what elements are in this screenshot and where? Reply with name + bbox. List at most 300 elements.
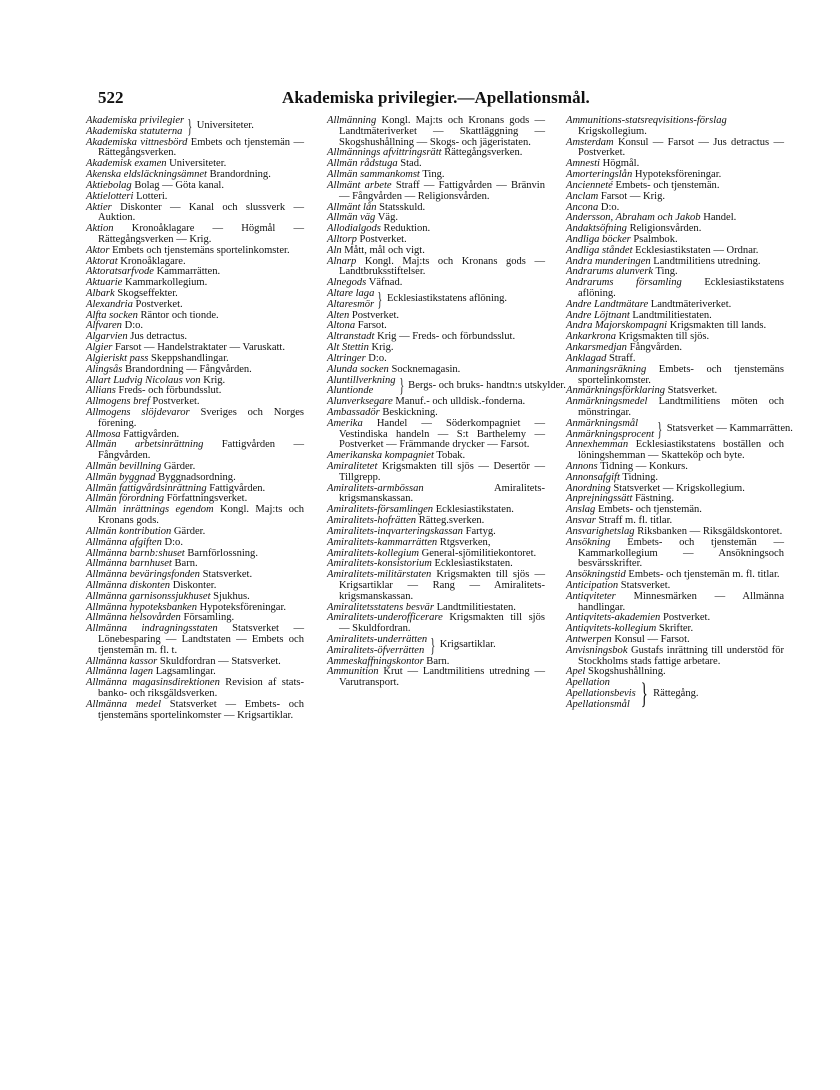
index-reference: Skeppshandlingar. <box>148 352 229 364</box>
index-reference: Universiteter. <box>166 158 227 170</box>
index-entry <box>86 203 304 225</box>
index-reference: Freds- och förbundsslut. <box>115 385 222 397</box>
index-reference: Barn. <box>171 558 198 570</box>
index-keyword: Annexhemman <box>566 439 629 451</box>
grouped-keywords <box>327 635 427 657</box>
index-reference: Revision af stats- banko- och riksgäldsverken. <box>98 677 304 700</box>
index-reference: Ting. <box>653 266 678 278</box>
index-keyword: Amnesti <box>566 158 600 170</box>
index-reference: Kronoåklagare — Högmål — Rättegångsverken — Krig. <box>98 223 304 245</box>
index-keyword: Allmosa <box>86 428 121 440</box>
index-reference: Ecklesiastikstatens aflöning. <box>386 293 508 305</box>
index-keyword: Altare laga <box>327 288 375 299</box>
index-keyword: Alfvaren <box>86 320 122 332</box>
index-reference: Skogshushållning. <box>585 666 666 678</box>
index-reference: Kammarrätten. <box>153 266 221 278</box>
index-entry <box>566 592 784 614</box>
index-keyword: Amiralitets-konsistorium <box>327 558 432 570</box>
index-keyword: Ankarsmedjan <box>566 342 627 354</box>
index-reference: Krig. <box>200 374 226 386</box>
index-keyword: Ankarkrona <box>566 331 616 343</box>
index-reference: Postverket. <box>349 309 400 321</box>
index-keyword: Ancona <box>566 201 599 213</box>
grouped-keywords <box>566 419 654 441</box>
index-keyword: Allmän kontribution <box>86 525 172 537</box>
index-keyword: Altaresmör <box>327 298 375 310</box>
index-reference: Rättegång. <box>653 688 699 700</box>
index-reference: Diskonter. <box>170 579 217 591</box>
index-keyword: Ansvar <box>566 515 596 527</box>
index-reference: Tobak. <box>433 450 466 462</box>
index-keyword: Allmogens slöjdevaror <box>86 406 190 418</box>
index-reference: Gärder. <box>161 461 196 472</box>
index-keyword: Allmänna barnhuset <box>86 558 172 570</box>
index-keyword: Aluntionde <box>327 385 374 397</box>
index-keyword: Allmänna afgiften <box>86 536 162 548</box>
index-reference: Krigsmakten till sjös — Desertör — Tillgrepp. <box>339 461 545 483</box>
index-keyword: Aktoratsarfvode <box>86 266 154 278</box>
index-reference: Fattigvården — Fångvården. <box>98 439 304 462</box>
index-keyword: Andliga böcker <box>566 233 631 245</box>
index-reference: Socknemagasin. <box>388 363 461 375</box>
index-keyword: Annons <box>566 461 598 472</box>
index-reference: Fångvården. <box>626 342 682 354</box>
index-reference: Rtgsverken, <box>437 536 491 548</box>
index-reference: D:o. <box>161 536 183 548</box>
index-reference: D:o. <box>121 320 144 332</box>
index-reference: Gärder. <box>171 525 206 537</box>
index-reference: Kongl. Maj:ts och Kronans gods. <box>98 504 304 527</box>
index-keyword: Allmänna hypoteksbanken <box>86 601 198 613</box>
index-reference: Landtmilitiens möten och mönstringar. <box>578 396 784 418</box>
index-reference: Postverket. <box>356 233 407 245</box>
index-keyword: Aluntillverkning <box>327 374 396 386</box>
index-keyword: Alten <box>327 309 350 321</box>
index-keyword: Altona <box>327 320 356 332</box>
index-reference: Handel — Söderkompagniet — Vestindiska handeln — S:t Barthelemy — Postverket — Främmande drycker — Farsot. <box>339 417 545 451</box>
index-keyword: Aktion <box>86 223 114 235</box>
page-header <box>92 88 782 112</box>
index-keyword: Anklagad <box>566 352 607 364</box>
index-reference: Riksbanken — Riksgäldskontoret. <box>634 525 783 537</box>
index-keyword: Antiqviteter <box>566 590 616 602</box>
index-column-3 <box>566 115 793 711</box>
index-keyword: Amiralitets-församlingen <box>327 504 434 516</box>
index-reference: Skogseffekter. <box>114 288 178 299</box>
index-keyword: Amiralitets-armbössan <box>327 482 424 494</box>
index-reference: Stad. <box>397 158 422 170</box>
index-entry-group <box>566 417 793 441</box>
index-reference: Straff m. fl. titlar. <box>595 515 673 527</box>
index-entry <box>327 116 545 148</box>
index-keyword: Amiralitets-kammarrätten <box>327 536 438 548</box>
index-reference: Väfnad. <box>366 277 403 289</box>
index-keyword: Anmärkningsförklaring <box>566 385 666 397</box>
index-reference: Hypoteksföreningar. <box>197 601 287 613</box>
index-reference: Reduktion. <box>380 223 431 235</box>
index-keyword: Ansökningstid <box>566 569 626 581</box>
index-entry-group <box>327 635 545 657</box>
index-keyword: Ansökning <box>566 536 611 548</box>
index-keyword: Antwerpen <box>566 634 612 645</box>
index-keyword: Amiralitets-inqvarteringskassan <box>327 525 463 537</box>
index-reference: Kammarkollegium. <box>122 277 208 289</box>
grouped-keywords <box>327 376 396 398</box>
index-entry <box>566 278 784 300</box>
index-entry <box>566 538 784 570</box>
index-reference: Byggnadsordning. <box>155 471 236 483</box>
index-keyword: Anprejningssätt <box>566 493 633 505</box>
index-keyword: Anordning <box>566 482 611 494</box>
index-entry <box>566 365 784 387</box>
index-reference: Krigsartiklar. <box>439 639 496 651</box>
index-keyword: Allmän byggnad <box>86 471 156 483</box>
index-reference: Konsul — Farsot — Jus detractus — Postverket. <box>578 136 784 159</box>
index-keyword: Ansvarighetslag <box>566 525 635 537</box>
index-keyword: Allmänna garnisonssjukhuset <box>86 590 211 602</box>
index-entry <box>327 570 545 602</box>
index-reference: Kongl. Maj:ts och Kronans gods — Landtmäteriverket — Skattläggning — Skogshushållning — Skogs- och jägeristaten. <box>339 115 545 148</box>
brace-glyph: } <box>377 288 383 311</box>
index-reference: Skrifter. <box>656 623 694 635</box>
index-keyword: Allmän rådstuga <box>327 158 398 170</box>
index-keyword: Amsterdam <box>566 136 614 148</box>
index-reference: Statsverket. <box>665 385 718 397</box>
index-keyword: Allmänna kassor <box>86 655 158 667</box>
index-keyword: Allmänt lån <box>327 201 377 213</box>
index-entry <box>566 440 784 462</box>
index-reference: Brandordning. <box>206 169 271 181</box>
index-keyword: Ammunitions-statsreqvisitions-förslag <box>566 115 727 126</box>
index-keyword: Antiqvitets-kollegium <box>566 623 657 635</box>
index-keyword: Amorteringslån <box>566 169 633 181</box>
index-reference: Embets- och tjenstemän. <box>612 179 720 191</box>
index-keyword: Anmaningsräkning <box>566 363 647 375</box>
index-reference: Farsot — Krig. <box>598 190 666 202</box>
index-keyword: Allmänna helsovården <box>86 612 181 624</box>
index-reference: Fattigvården. <box>120 428 180 440</box>
index-keyword: Apel <box>566 666 586 678</box>
index-entry <box>86 408 304 430</box>
index-reference: Postverket. <box>660 612 711 624</box>
index-keyword: Amiralitets-militärstaten <box>327 569 432 581</box>
index-keyword: Andrarums församling <box>566 277 682 289</box>
index-reference: Statsskuld. <box>376 201 426 213</box>
index-keyword: Akademiska vittnesbörd <box>86 136 188 148</box>
index-reference: Krigsmakten till sjös. <box>616 331 710 343</box>
index-keyword: Ancienneté <box>566 179 613 191</box>
index-keyword: Allmän förordning <box>86 493 165 505</box>
index-keyword: Amiralitetet <box>327 461 378 472</box>
index-reference: Krigsmakten till sjös — Krigsartiklar — Rang — Amiralitets-krigsmanskassan. <box>339 569 545 602</box>
index-keyword: Andra Majorskompagni <box>566 320 668 332</box>
index-keyword: Allmänna barnb:shuset <box>86 547 185 559</box>
index-keyword: Altringer <box>327 352 366 364</box>
index-keyword: Alunda socken <box>327 363 389 375</box>
index-reference: Rätteg.sverken. <box>416 515 485 527</box>
index-keyword: Apellationsbevis <box>566 688 636 700</box>
index-keyword: Anticipation <box>566 579 619 591</box>
index-keyword: Andre Löjtnant <box>566 309 630 321</box>
index-reference: Krut — Landtmilitiens utredning — Varutransport. <box>339 666 545 689</box>
index-reference: Ecklesiastikstaten — Ordnar. <box>632 244 759 256</box>
index-keyword: Allmän arbetsinrättning <box>86 439 204 451</box>
index-keyword: Aktielotteri <box>86 190 134 202</box>
index-keyword: Amiralitetsstatens besvär <box>327 601 434 613</box>
index-reference: Barnförlossning. <box>184 547 258 559</box>
index-entry <box>566 646 784 668</box>
brace-glyph: } <box>398 375 404 398</box>
index-reference: Statsverket — Lönebesparing — Landtstaten — Embets och tjenstemän m. fl. t. <box>98 623 304 656</box>
index-entry <box>327 613 545 635</box>
index-keyword: Amerika <box>327 417 363 429</box>
index-keyword: Anmärkningsmedel <box>566 396 648 408</box>
index-keyword: Annonsafgift <box>566 471 620 483</box>
index-keyword: Allmän inrättnings egendom <box>86 504 214 516</box>
index-entry-group <box>327 374 566 398</box>
index-entry <box>86 224 304 246</box>
index-entry <box>327 181 545 203</box>
index-reference: Lagsamlingar. <box>153 666 216 678</box>
index-keyword: Amerikanska kompagniet <box>327 450 434 462</box>
index-reference: Bolag — Göta kanal. <box>131 179 224 191</box>
index-keyword: Amiralitets-underrätten <box>327 634 428 645</box>
index-reference: Embets och tjenstemäns sportelinkomster. <box>109 244 290 256</box>
index-reference: Sveriges och Norges förening. <box>98 406 305 429</box>
index-reference: Krig — Freds- och förbundsslut. <box>374 331 516 343</box>
index-keyword: Apellation <box>566 677 610 689</box>
index-reference: Gustafs inrättning till understöd för Stockholms stads fattige arbetare. <box>578 644 784 667</box>
index-keyword: Allmogens bref <box>86 396 150 408</box>
index-reference: Brandordning — Fångvården. <box>122 363 252 375</box>
index-keyword: Anslag <box>566 504 596 516</box>
index-entry <box>86 440 304 462</box>
index-reference: Högmål. <box>599 158 640 170</box>
index-keyword: Allmänna medel <box>86 698 161 710</box>
index-entry <box>566 116 784 138</box>
index-keyword: Allians <box>86 385 116 397</box>
index-reference: Konsul — Farsot. <box>611 634 690 645</box>
index-reference: Fartyg. <box>462 525 496 537</box>
index-keyword: Algarvien <box>86 331 128 343</box>
index-keyword: Anmärkningsmål <box>566 417 639 429</box>
index-keyword: Allmän bevillning <box>86 461 162 472</box>
index-keyword: Allmänning <box>327 115 377 126</box>
index-entry <box>86 138 304 160</box>
index-reference: Amiralitets-krigsmanskassan. <box>339 482 545 505</box>
index-keyword: Apellationsmål <box>566 698 630 710</box>
brace-glyph: } <box>430 634 436 657</box>
index-keyword: Allmän väg <box>327 212 376 224</box>
index-reference: Tidning — Konkurs. <box>597 461 688 472</box>
index-reference: Statsverket — Embets- och tjenstemäns sportelinkomster — Krigsartiklar. <box>98 698 304 721</box>
index-keyword: Allmänna indragningsstaten <box>86 623 218 635</box>
index-entry <box>327 365 545 376</box>
index-keyword: Anmärkningsprocent <box>566 428 655 440</box>
index-keyword: Alltorp <box>327 233 357 245</box>
index-keyword: Anvisningsbok <box>566 644 628 656</box>
index-reference: Hypoteksföreningar. <box>632 169 722 181</box>
page-title: Akademiska privilegier.—Apellationsmål. <box>282 88 590 107</box>
index-reference: Embets- och tjenstemän m. fl. titlar. <box>625 569 780 581</box>
index-keyword: Amiralitets-kollegium <box>327 547 419 559</box>
index-reference: Ecklesiastikstaten. <box>433 504 514 516</box>
index-reference: Barn. <box>423 655 450 667</box>
index-reference: Författningsverket. <box>164 493 248 505</box>
index-reference: Landtmilitiens utredning. <box>650 255 761 267</box>
index-keyword: Albark <box>86 288 115 299</box>
index-reference: Ecklesiastikstatens aflöning. <box>578 277 784 299</box>
index-reference: Statsverket. <box>618 579 671 591</box>
grouped-keywords <box>566 678 636 710</box>
index-reference: Tidning. <box>619 471 659 483</box>
index-entry <box>327 667 545 689</box>
index-reference: Handel. <box>700 212 737 224</box>
index-keyword: Allmänna lagen <box>86 666 154 678</box>
index-reference: Ecklesiastikstatens boställen och löningshemman — Skatteköp och byte. <box>578 439 784 462</box>
index-reference: Fästning. <box>632 493 675 505</box>
index-reference: Sjukhus. <box>210 590 250 602</box>
index-keyword: Akenska eldsläckningsämnet <box>86 169 207 181</box>
index-entry-group <box>327 289 545 311</box>
index-keyword: Alingsås <box>86 363 123 375</box>
brace-glyph: } <box>640 677 648 711</box>
index-reference: Kongl. Maj:ts och Kronans gods — Landtbruksstiftelser. <box>339 255 545 278</box>
index-keyword: Aktorat <box>86 255 118 267</box>
index-reference: Skuldfordran — Statsverket. <box>157 655 281 667</box>
index-keyword: Algier <box>86 342 113 354</box>
index-reference: Farsot. <box>355 320 387 332</box>
index-reference: Bergs- och bruks- handtn:s utskylder. <box>408 379 566 391</box>
index-reference: Minnesmärken — Allmänna handlingar. <box>578 590 784 613</box>
index-reference: Ecklesiastikstaten. <box>431 558 513 570</box>
index-keyword: Akademisk examen <box>86 158 167 170</box>
index-keyword: Aktier <box>86 201 112 213</box>
index-reference: D:o. <box>365 352 387 364</box>
index-reference: Statsverket — Kammarrätten. <box>666 423 793 435</box>
index-reference: Krigsmakten till sjös — Skuldfordran. <box>339 612 545 635</box>
index-reference: Jus detractus. <box>127 331 188 343</box>
index-reference: Postverket. <box>132 298 183 310</box>
index-reference: Krigsmakten till lands. <box>667 320 767 332</box>
index-keyword: Alfta socken <box>86 309 138 321</box>
index-reference: General-sjömilitiekontoret. <box>418 547 537 559</box>
index-reference: Krigskollegium. <box>578 125 647 137</box>
index-keyword: Alt Stettin <box>327 342 369 354</box>
index-keyword: Alexandria <box>86 298 133 310</box>
index-entry <box>327 484 545 506</box>
index-reference: Statsverket. <box>199 569 253 581</box>
index-keyword: Aktor <box>86 244 110 256</box>
index-keyword: Amiralitets-hofrätten <box>327 515 417 527</box>
index-reference: Religionsvården. <box>626 223 702 235</box>
index-reference: D:o. <box>598 201 620 213</box>
index-reference: Psalmbok. <box>630 233 678 245</box>
index-entry <box>86 624 304 656</box>
index-entry <box>86 700 304 722</box>
index-reference: Landtmilitiestaten. <box>433 601 516 613</box>
index-reference: Ting. <box>419 169 445 181</box>
index-column-1 <box>86 116 304 722</box>
index-keyword: Andra munderingen <box>566 255 651 267</box>
index-keyword: Allmänna beväringsfonden <box>86 569 200 581</box>
page-number: 522 <box>98 88 124 107</box>
index-keyword: Akademiska statuterna <box>86 125 183 137</box>
index-reference: Straff. <box>606 352 636 364</box>
index-keyword: Andaktsöfning <box>566 223 627 235</box>
index-keyword: Amiralitets-underofficerare <box>327 612 443 624</box>
index-keyword: Allmän sammankomst <box>327 169 420 181</box>
grouped-keywords <box>86 116 184 138</box>
index-reference: Embets- och tjenstemän — Kammarkollegium — Ansökningsoch besvärsskrifter. <box>578 536 784 570</box>
index-reference: Postverket. <box>149 396 200 408</box>
index-entry <box>86 678 304 700</box>
index-keyword: Allmänt arbete <box>327 179 392 191</box>
brace-glyph: } <box>657 418 663 441</box>
index-keyword: Andrarums alunverk <box>566 266 654 278</box>
index-entry <box>327 419 545 451</box>
index-reference: Fattigvården. <box>206 482 266 494</box>
index-reference: Beskickning. <box>379 406 438 418</box>
index-keyword: Allmännings afvittringsrätt <box>327 147 442 159</box>
index-reference: Manuf.- och ulldisk.-fonderna. <box>392 396 526 408</box>
index-reference: Kronoåklagare. <box>117 255 186 267</box>
index-reference: Landtmäteriverket. <box>648 298 732 310</box>
index-reference: Embets- och tjenstemän. <box>595 504 702 516</box>
index-keyword: Allmän fattigvårdsinrättning <box>86 482 207 494</box>
index-keyword: Andliga ståndet <box>566 244 633 256</box>
index-entry <box>327 257 545 279</box>
index-keyword: Aktiebolag <box>86 179 132 191</box>
index-reference: Farsot — Handelstraktater — Varuskatt. <box>112 342 285 354</box>
grouped-keywords <box>327 289 374 311</box>
index-keyword: Antiqvitets-akademien <box>566 612 661 624</box>
index-keyword: Amiralitets-öfverrätten <box>327 644 425 656</box>
index-keyword: Alnarp <box>327 255 357 267</box>
index-keyword: Allart Ludvig Nicolaus von <box>86 374 201 386</box>
index-keyword: Ammunition <box>327 666 379 678</box>
index-column-2 <box>327 115 566 689</box>
index-entry <box>566 138 784 160</box>
index-entry-group <box>566 678 784 710</box>
index-entry <box>566 397 784 419</box>
index-reference: Embets och tjenstemän — Rättegångsverken. <box>98 136 304 159</box>
index-reference: Diskonter — Kanal och slussverk — Auktion. <box>98 201 304 224</box>
index-entry-group <box>86 116 304 138</box>
index-keyword: Altranstadt <box>327 331 375 343</box>
index-reference: Rättegångsverken. <box>441 147 523 159</box>
index-reference: Församling. <box>180 612 235 624</box>
index-keyword: Andersson, Abraham och Jakob <box>566 212 701 224</box>
index-reference: Statsverket — Krigskollegium. <box>610 482 745 494</box>
index-keyword: Allodialgods <box>327 223 381 235</box>
index-keyword: Anclam <box>566 190 599 202</box>
index-keyword: Andre Landtmätare <box>566 298 649 310</box>
index-keyword: Aktuarie <box>86 277 123 289</box>
index-reference: Mått, mål och vigt. <box>341 244 425 256</box>
index-entry <box>327 462 545 484</box>
index-keyword: Allmänna diskonten <box>86 579 171 591</box>
index-keyword: Aln <box>327 244 342 256</box>
index-keyword: Allmänna magasinsdirektionen <box>86 677 220 689</box>
index-keyword: Alnegods <box>327 277 367 289</box>
index-reference: Väg. <box>375 212 398 224</box>
index-reference: Räntor och tionde. <box>137 309 219 321</box>
index-reference: Embets- och tjenstemäns sportelinkomster. <box>578 363 784 386</box>
index-reference: Straff — Fattigvården — Bränvin — Fångvården — Religionsvården. <box>339 179 545 202</box>
index-reference: Lotteri. <box>133 190 168 202</box>
index-keyword: Ambassadör <box>327 406 380 418</box>
